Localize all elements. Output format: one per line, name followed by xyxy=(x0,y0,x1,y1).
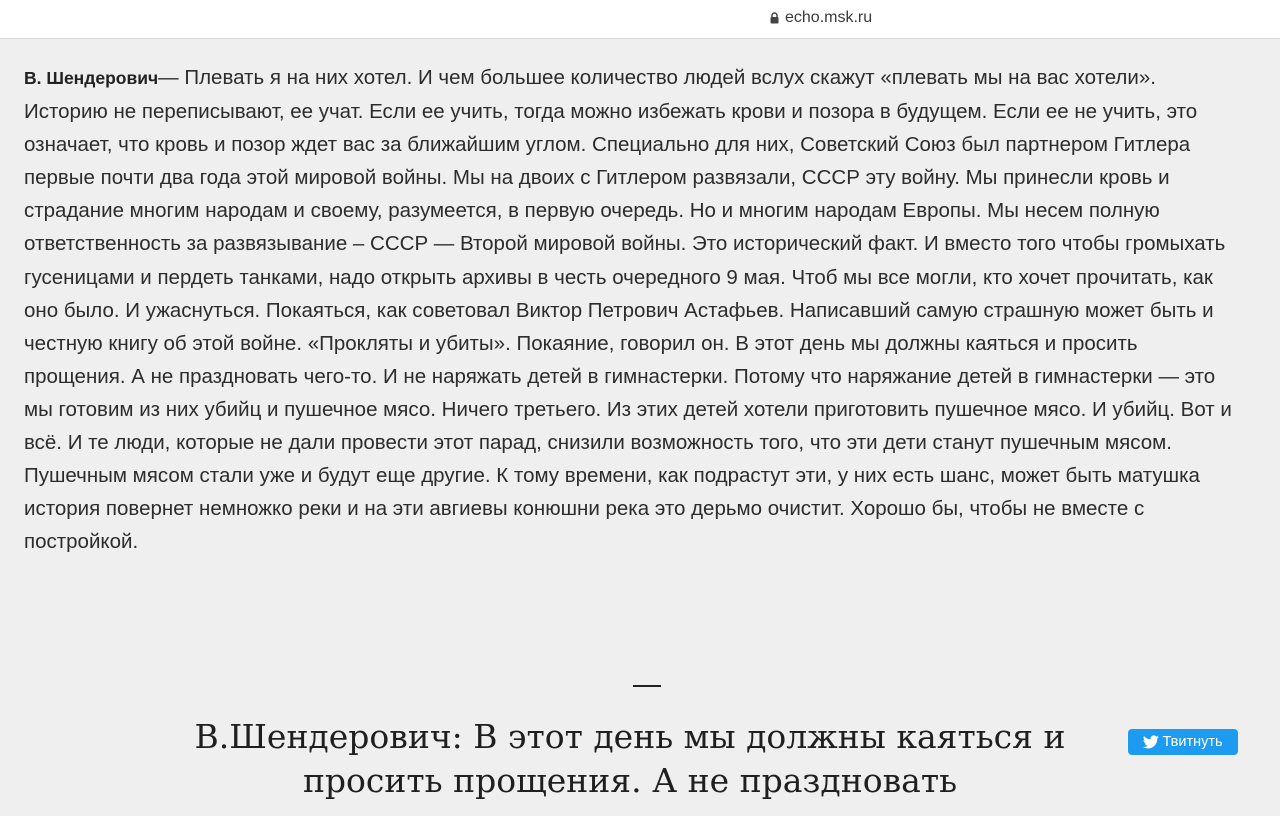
twitter-bird-icon xyxy=(1143,735,1159,749)
article-body xyxy=(24,61,1244,558)
quote-separator xyxy=(633,685,661,687)
article-text: — Плевать я на них хотел. И чем большее количество людей вслух скажут «плевать мы на вас хотели». Историю не переписывают, ее учат. Если ее учить, тогда можно избежать крови и позора в будущем. Если ее не учить, это означает, что кровь и позор ждет вас за ближайшим углом. Специально для них, Советский Союз был партнером Гитлера первые почти два года этой мировой войны. Мы на двоих с Гитлером развязали, СССР эту войну. Мы принесли кровь и страдание многим народам и своему, разумеется, в первую очередь. Но и многим народам Европы. Мы несем полную ответственность за развязывание – СССР — Второй мировой войны. Это исторический факт. И вместо того чтобы громыхать гусеницами и пердеть танками, надо открыть архивы в честь очередного 9 мая. Чтоб мы все могли, кто хочет прочитать, как оно было. И ужаснуться. Покаяться, как советовал Виктор Петрович Астафьев. Написавший самую страшную может быть и честную книгу об этой войне. «Прокляты и убиты». Покаяние, говорил он. В этот день мы должны каяться и просить прощения. А не праздновать чего-то. И не наряжать детей в гимнастерки. Потому что наряжание детей в гимнастерки — это мы готовим из них убийц и пушечное мясо. Ничего третьего. Из этих детей хотели приготовить пушечное мясо. И убийц. Вот и всё. И те люди, которые не дали провести этот парад, снизили возможность того, что эти дети станут пушечным мясом. Пушечным мясом стали уже и будут еще другие. К тому времени, как подрастут эти, у них есть шанс, может быть матушка история повернет немножко реки и на эти авгиевы конюшни река это дерьмо очистит. Хорошо бы, чтобы не вместе с постройкой. xyxy=(24,66,1232,554)
browser-address-bar xyxy=(0,0,1280,39)
tweet-button-label: Твитнуть xyxy=(1162,734,1223,750)
quote-headline: В.Шендерович: В этот день мы должны каяться и просить прощения. А не праздновать xyxy=(194,717,1066,800)
page-content xyxy=(0,39,1280,816)
speaker-name: В. Шендерович xyxy=(24,68,159,88)
tweet-button[interactable] xyxy=(1128,729,1238,755)
url-display[interactable] xyxy=(770,9,872,27)
lock-icon xyxy=(770,12,779,24)
url-text: echo.msk.ru xyxy=(785,9,873,26)
